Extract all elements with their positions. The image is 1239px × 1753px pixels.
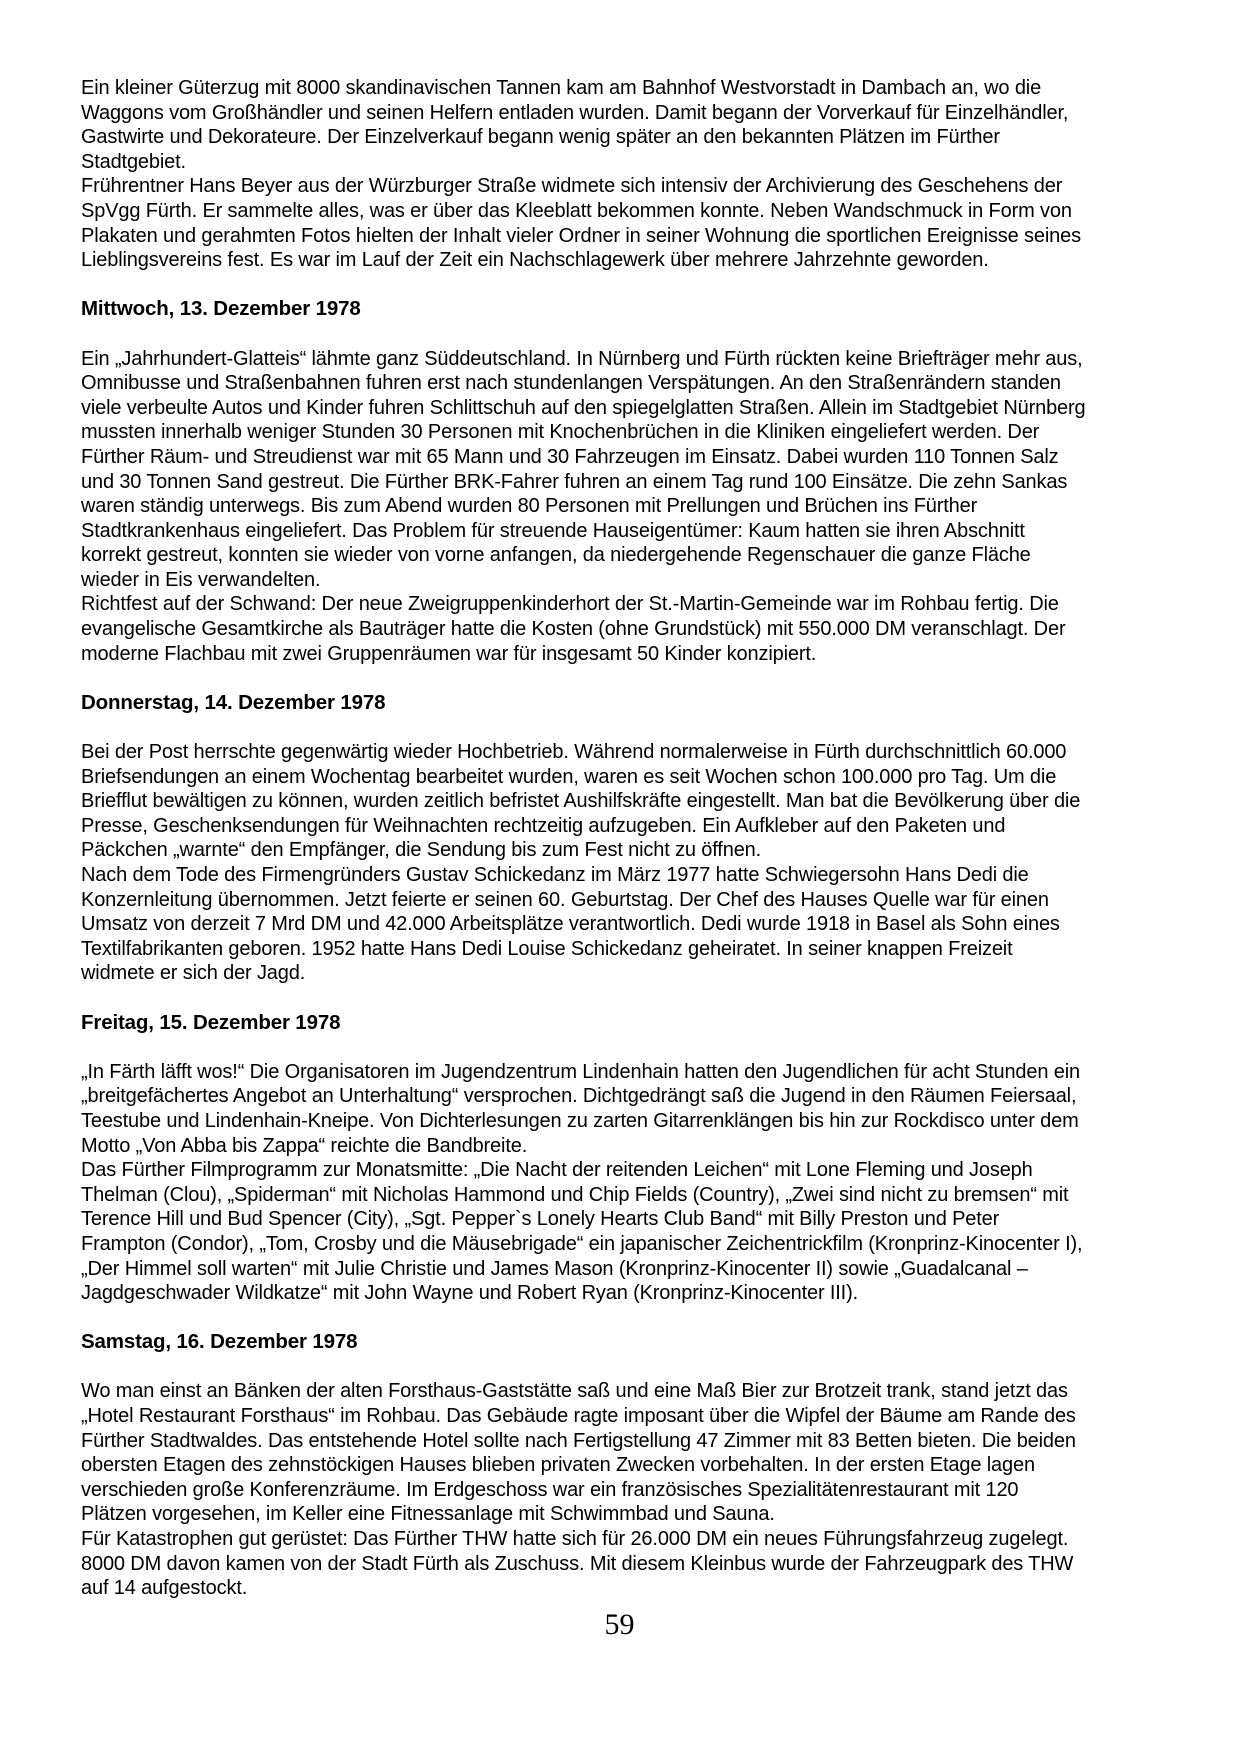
text-line: Konzernleitung übernommen. Jetzt feierte er seinen 60. Geburtstag. Der Chef des Hauses Quelle war für einen [81, 888, 1049, 911]
text-line: Jagdgeschwader Wildkatze“ mit John Wayne und Robert Ryan (Kronprinz-Kinocenter III). [81, 1282, 859, 1305]
text-line: Briefsendungen an einem Wochentag bearbeitet wurden, waren es seit Wochen schon 100.000 pro Tag. Um die [81, 765, 1057, 788]
section-heading-donnerstag-14-dezember: Donnerstag, 14. Dezember 1978 [81, 690, 386, 714]
section-heading-mittwoch-13-dezember: Mittwoch, 13. Dezember 1978 [81, 297, 361, 321]
text-line: SpVgg Fürth. Er sammelte alles, was er über das Kleeblatt bekommen konnte. Neben Wandschmuck in Form von [81, 199, 1072, 222]
text-line: „breitgefächertes Angebot an Unterhaltung“ versprochen. Dichtgedrängt saß die Jugend in den Räumen Feiersaal, [81, 1085, 1077, 1108]
text-line: „Der Himmel soll warten“ mit Julie Christie und James Mason (Kronprinz-Kinocenter II) sowie „Guadalcanal – [81, 1257, 1028, 1280]
text-line: Das Fürther Filmprogramm zur Monatsmitte: „Die Nacht der reitenden Leichen“ mit Lone Fleming und Joseph [81, 1159, 1033, 1182]
text-line: Fürther Stadtwaldes. Das entstehende Hotel sollte nach Fertigstellung 47 Zimmer mit 83 Betten bieten. Die beiden [81, 1429, 1076, 1452]
text-line: Frampton (Condor), „Tom, Crosby und die Mäusebrigade“ ein japanischer Zeichentrickfilm (Kronprinz-Kinocenter I), [81, 1232, 1083, 1255]
text-line: Gastwirte und Dekorateure. Der Einzelverkauf begann wenig später an den bekannten Plätzen im Fürther [81, 126, 1000, 149]
text-line: obersten Etagen des zehnstöckigen Hauses blieben privaten Zwecken vorbehalten. In der ersten Etage lagen [81, 1454, 1035, 1477]
text-line: Presse, Geschenksendungen für Weihnachten rechtzeitig aufzugeben. Ein Aufkleber auf den Paketen und [81, 814, 1006, 837]
text-line: wieder in Eis verwandelten. [81, 568, 321, 591]
text-line: waren ständig unterwegs. Bis zum Abend wurden 80 Personen mit Prellungen und Brüchen ins Fürther [81, 495, 978, 518]
text-line: „In Färth läfft wos!“ Die Organisatoren im Jugendzentrum Lindenhain hatten den Jugendlichen für acht Stunden ein [81, 1060, 1081, 1083]
text-line: Briefflut bewältigen zu können, wurden zeitlich befristet Aushilfskräfte eingestellt. Man bat die Bevölkerung über die [81, 790, 1081, 813]
text-line: Ein kleiner Güterzug mit 8000 skandinavischen Tannen kam am Bahnhof Westvorstadt in Dambach an, wo die [81, 77, 1042, 99]
text-line: korrekt gestreut, konnten sie wieder von vorne anfangen, da niedergehende Regenschauer die ganze Fläche [81, 544, 1031, 567]
text-line: Omnibusse und Straßenbahnen fuhren erst nach stundenlangen Verspätungen. An den Straßenrändern standen [81, 372, 1061, 395]
text-line: evangelische Gesamtkirche als Bauträger hatte die Kosten (ohne Grundstück) mit 550.000 DM veranschlagt. Der [81, 618, 1066, 641]
text-line: Plätzen vorgesehen, im Keller eine Fitnessanlage mit Schwimmbad und Sauna. [81, 1503, 775, 1526]
text-line: viele verbeulte Autos und Kinder fuhren Schlittschuh auf den spiegelglatten Straßen. Allein im Stadtgebiet Nürnberg [81, 396, 1086, 419]
text-line: Frührentner Hans Beyer aus der Würzburger Straße widmete sich intensiv der Archivierung des Geschehens der [81, 175, 1063, 198]
text-line: mussten innerhalb weniger Stunden 30 Personen mit Knochenbrüchen in die Kliniken eingeliefert werden. Der [81, 421, 1040, 444]
section-heading-freitag-15-dezember: Freitag, 15. Dezember 1978 [81, 1010, 341, 1034]
paragraph-intro [81, 76, 1171, 273]
text-line: Lieblingsvereins fest. Es war im Lauf der Zeit ein Nachschlagewerk über mehrere Jahrzehnte geworden. [81, 249, 989, 272]
text-line: Nach dem Tode des Firmengründers Gustav Schickedanz im März 1977 hatte Schwiegersohn Hans Dedi die [81, 864, 1029, 886]
text-line: Richtfest auf der Schwand: Der neue Zweigruppenkinderhort der St.-Martin-Gemeinde war im Rohbau fertig. Die [81, 593, 1059, 616]
text-line: Stadtgebiet. [81, 150, 186, 173]
text-line: Päckchen „warnte“ den Empfänger, die Sendung bis zum Fest nicht zu öffnen. [81, 839, 762, 862]
text-line: Fürther Räum- und Streudienst war mit 65 Mann und 30 Fahrzeugen im Einsatz. Dabei wurden 110 Tonnen Salz [81, 445, 1059, 468]
text-line: „Hotel Restaurant Forsthaus“ im Rohbau. Das Gebäude ragte imposant über die Wipfel der Bäume am Rande des [81, 1405, 1076, 1428]
text-line: Stadtkrankenhaus eingeliefert. Das Problem für streuende Hauseigentümer: Kaum hatten sie ihren Abschnitt [81, 519, 1025, 542]
page-number: 59 [604, 1608, 635, 1641]
text-line: Plakaten und gerahmten Fotos hielten der Inhalt vieler Ordner in seiner Wohnung die sportlichen Ereignisse seines [81, 224, 1081, 247]
text-line: Terence Hill und Bud Spencer (City), „Sgt. Pepper`s Lonely Hearts Club Band“ mit Billy Preston und Peter [81, 1208, 1000, 1231]
paragraph-mittwoch [81, 347, 1171, 667]
text-line: auf 14 aufgestockt. [81, 1577, 248, 1600]
text-line: 8000 DM davon kamen von der Stadt Fürth als Zuschuss. Mit diesem Kleinbus wurde der Fahrzeugpark des THW [81, 1552, 1074, 1575]
text-line: Für Katastrophen gut gerüstet: Das Fürther THW hatte sich für 26.000 DM ein neues Führungsfahrzeug zugelegt. [81, 1528, 1069, 1551]
text-line: Wo man einst an Bänken der alten Forsthaus-Gaststätte saß und eine Maß Bier zur Brotzeit trank, stand jetzt das [81, 1380, 1068, 1403]
text-line: Motto „Von Abba bis Zappa“ reichte die Bandbreite. [81, 1134, 528, 1157]
section-heading-samstag-16-dezember: Samstag, 16. Dezember 1978 [81, 1330, 358, 1354]
text-line: Bei der Post herrschte gegenwärtig wieder Hochbetrieb. Während normalerweise in Fürth durchschnittlich 60.000 [81, 741, 1067, 764]
paragraph-samstag [81, 1379, 1171, 1600]
text-line: und 30 Tonnen Sand gestreut. Die Fürther BRK-Fahrer fuhren an einem Tag rund 100 Einsätze. Die zehn Sankas [81, 470, 1068, 493]
text-line: Umsatz von derzeit 7 Mrd DM und 42.000 Arbeitsplätze verantwortlich. Dedi wurde 1918 in Basel als Sohn eines [81, 913, 1060, 936]
text-line: Textilfabrikanten geboren. 1952 hatte Hans Dedi Louise Schickedanz geheiratet. In seiner knappen Freizeit [81, 937, 1013, 960]
page-body [81, 76, 1171, 1625]
text-line: Ein „Jahrhundert-Glatteis“ lähmte ganz Süddeutschland. In Nürnberg und Fürth rückten keine Briefträger mehr aus, [81, 347, 1083, 370]
text-line: Teestube und Lindenhain-Kneipe. Von Dichterlesungen zu zarten Gitarrenklängen bis hin zur Rockdisco unter dem [81, 1109, 1079, 1132]
text-line: Waggons vom Großhändler und seinen Helfern entladen wurden. Damit begann der Vorverkauf für Einzelhändler, [81, 101, 1069, 124]
paragraph-freitag [81, 1060, 1171, 1306]
text-line: moderne Flachbau mit zwei Gruppenräumen war für insgesamt 50 Kinder konzipiert. [81, 642, 817, 665]
text-line: Thelman (Clou), „Spiderman“ mit Nicholas Hammond und Chip Fields (Country), „Zwei sind nicht zu bremsen“ mit [81, 1183, 1069, 1206]
paragraph-donnerstag [81, 740, 1171, 986]
text-line: widmete er sich der Jagd. [81, 962, 306, 985]
text-line: verschieden große Konferenzräume. Im Erdgeschoss war ein französisches Spezialitätenrestaurant mit 120 [81, 1478, 1019, 1501]
